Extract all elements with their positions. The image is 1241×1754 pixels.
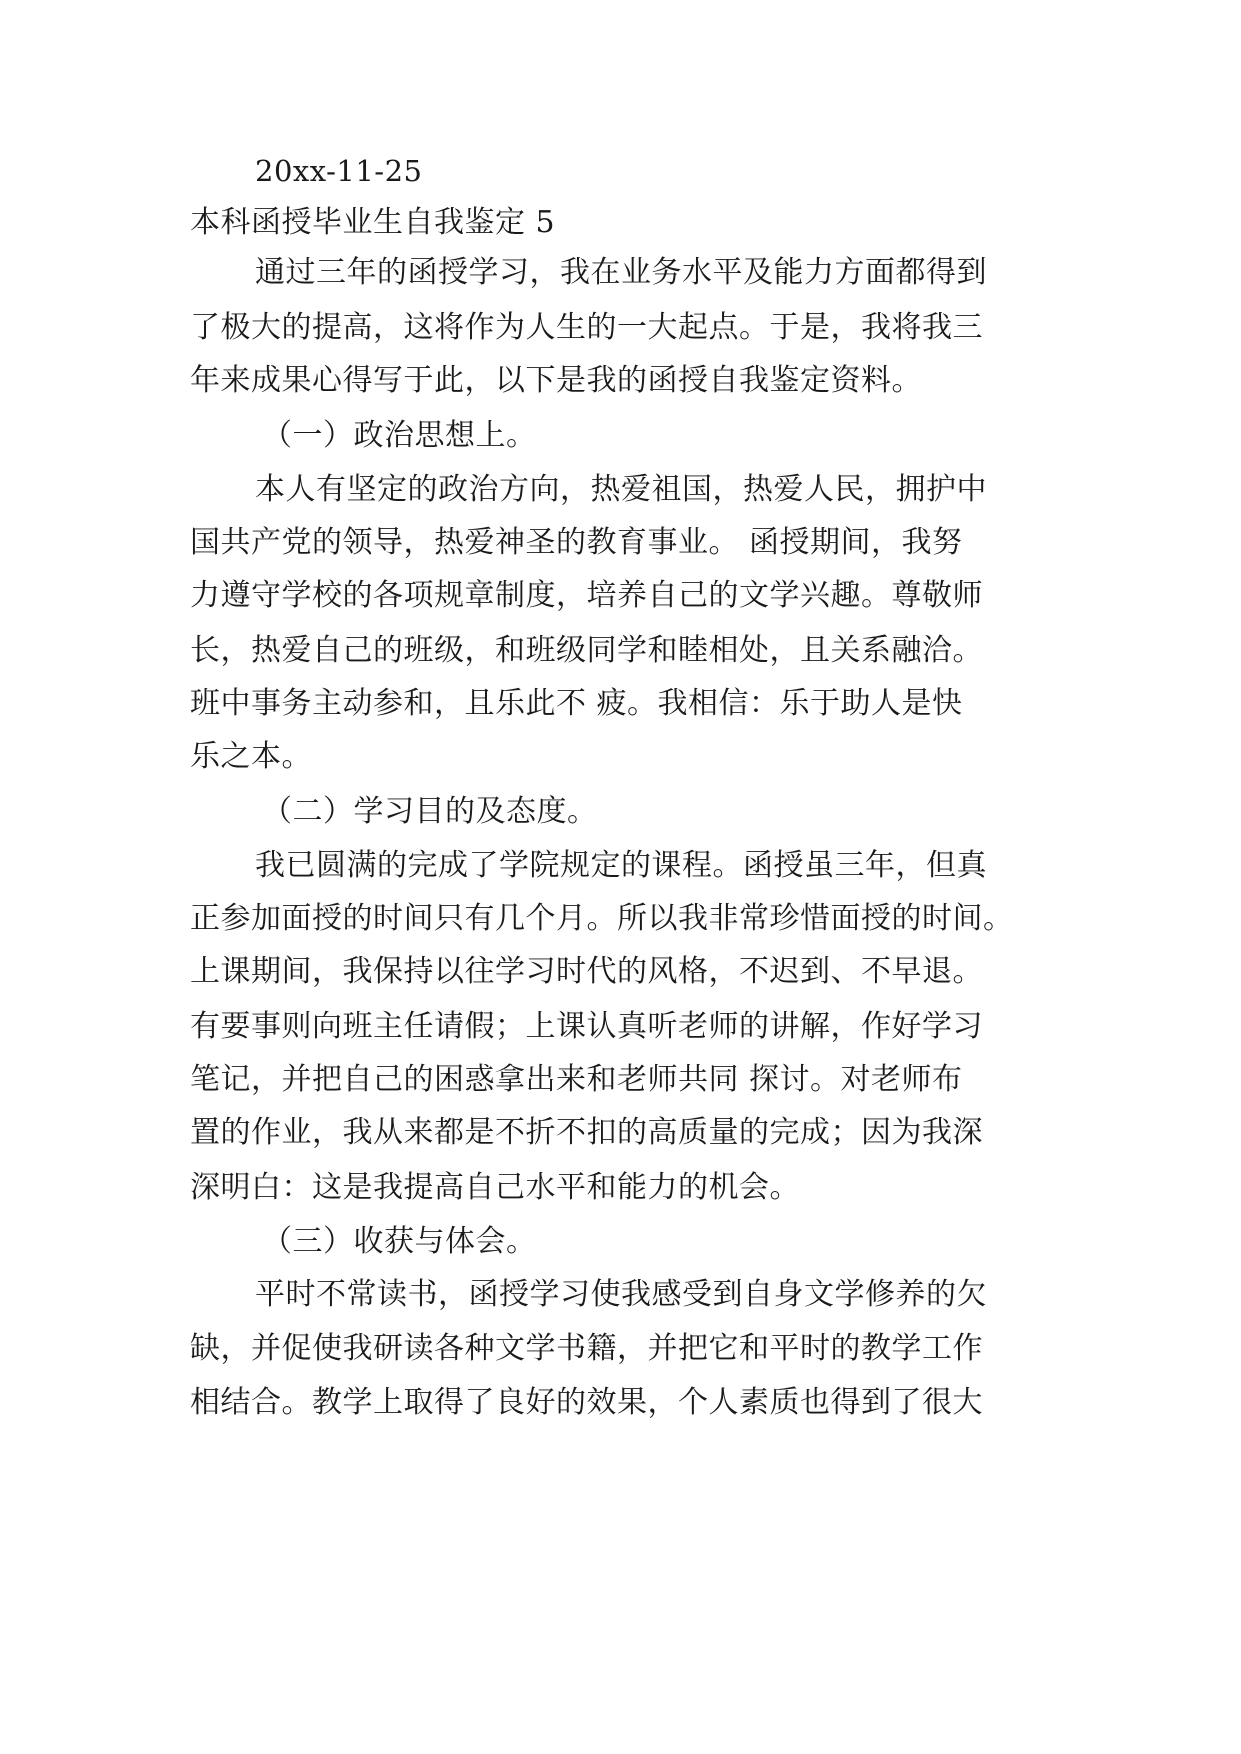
- intro-line: 了极大的提高，这将作为人生的一大起点。于是，我将我三: [190, 310, 983, 345]
- paragraph-line: 正参加面授的时间只有几个月。所以我非常珍惜面授的时间。: [190, 901, 1014, 936]
- paragraph-line: 力遵守学校的各项规章制度，培养自己的文学兴趣。尊敬师: [190, 578, 983, 613]
- paragraph-line: 有要事则向班主任请假；上课认真听老师的讲解，作好学习: [190, 1009, 983, 1044]
- paragraph-line: 我已圆满的完成了学院规定的课程。函授虽三年，但真: [255, 848, 987, 883]
- document-title: 本科函授毕业生自我鉴定 5: [190, 205, 556, 240]
- paragraph-line: 长，热爱自己的班级，和班级同学和睦相处，且关系融洽。: [190, 633, 983, 668]
- paragraph-line: 置的作业，我从来都是不折不扣的高质量的完成；因为我深: [190, 1115, 983, 1150]
- paragraph-line: 笔记，并把自己的困惑拿出来和老师共同 探讨。对老师布: [190, 1062, 963, 1097]
- paragraph-line: 深明白：这是我提高自己水平和能力的机会。: [190, 1170, 800, 1205]
- document-date: 20xx-11-25: [255, 154, 423, 188]
- paragraph-line: 乐之本。: [190, 739, 312, 774]
- section-heading: （二）学习目的及态度。: [262, 794, 598, 829]
- section-heading: （一）政治思想上。: [262, 418, 537, 453]
- intro-line: 通过三年的函授学习，我在业务水平及能力方面都得到: [255, 255, 987, 290]
- section-heading: （三）收获与体会。: [262, 1224, 537, 1259]
- paragraph-line: 本人有坚定的政治方向，热爱祖国，热爱人民，拥护中: [255, 472, 987, 507]
- intro-line: 年来成果心得写于此，以下是我的函授自我鉴定资料。: [190, 363, 922, 398]
- paragraph-line: 平时不常读书，函授学习使我感受到自身文学修养的欠: [255, 1277, 987, 1312]
- paragraph-line: 班中事务主动参和，且乐此不 疲。我相信：乐于助人是快: [190, 686, 963, 721]
- paragraph-line: 缺，并促使我研读各种文学书籍，并把它和平时的教学工作: [190, 1331, 983, 1366]
- paragraph-line: 国共产党的领导，热爱神圣的教育事业。 函授期间，我努: [190, 525, 963, 560]
- paragraph-line: 上课期间，我保持以往学习时代的风格，不迟到、不早退。: [190, 954, 983, 989]
- paragraph-line: 相结合。教学上取得了良好的效果，个人素质也得到了很大: [190, 1385, 983, 1420]
